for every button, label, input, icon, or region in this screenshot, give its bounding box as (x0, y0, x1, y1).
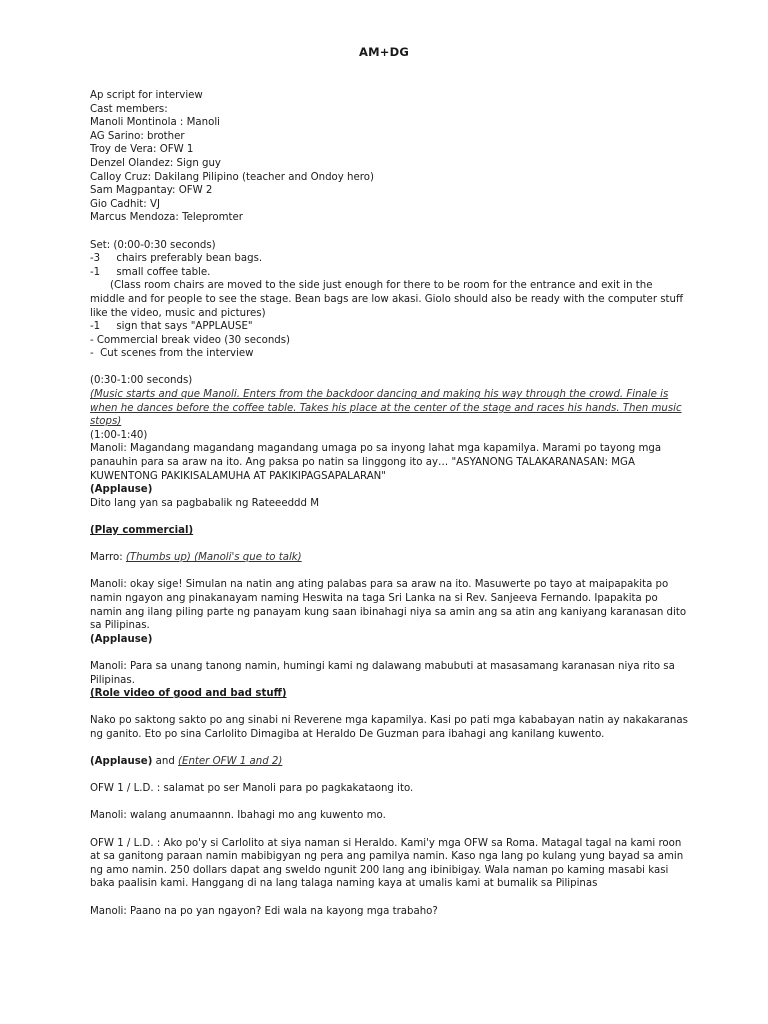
dialogue-manoli: Manoli: Magandang magandang magandang umaga po sa inyong lahat mga kapamilya. Marami po tayong mga panauhin para sa araw na ito. Ang paksa po natin sa linggong ito ay… "ASYANONG TALAKARANASAN: MGA KUWENTONG PAKIKISALAMUHA AT PAKIKIPAGSAPALARAN" (90, 443, 662, 482)
dialogue-manoli: Manoli: okay sige! Simulan na natin ang ating palabas para sa araw na ito. Masuwerte po tayo at maipapakita po namin ngayon ang pinakanayam naming Heswita na taga Sri Lanka na si Rev. Sanjeeva Fernando. Ipapakita po namin ang ilang piling parte ng panayam kung saan ibinahagi niya sa amin ang sa atin ang kaniyang karanasan dito sa Pilipinas. (90, 579, 687, 632)
timecode: (0:30-1:00 seconds) (90, 375, 193, 387)
marro-stage-direction: (Thumbs up) (Manoli's que to talk) (125, 552, 302, 564)
cast-member: Troy de Vera: OFW 1 (90, 144, 194, 156)
dialogue-line: Nako po saktong sakto po ang sinabi ni Reverene mga kapamilya. Kasi po pati mga kababayan natin ay nakakaranas ng ganito. Eto po sina Carlolito Dimagiba at Heraldo De Guzman para ibahagi ang kanilang kuwento. (90, 715, 688, 740)
applause-cue: (Applause) (90, 484, 153, 496)
applause-cue: (Applause) (90, 633, 153, 645)
cast-member: AG Sarino: brother (90, 130, 185, 142)
set-item: -1 sign that says "APPLAUSE" (90, 321, 253, 333)
dialogue-line: Dito lang yan sa pagbabalik ng Rateeeddd M (90, 497, 320, 509)
dialogue-marro: Marro: (Thumbs up) (Manoli's que to talk) (90, 552, 302, 564)
dialogue-ofw: OFW 1 / L.D. : Ako po'y si Carlolito at siya naman si Heraldo. Kami'y mga OFW sa Roma. Matagal tagal na kami roon at sa ganitong paraan namin mabibigyan ng pera ang pamilya namin. Kaso nga lang po kulang yung bayad sa amin ng amo namin. 250 dollars dapat ang sweldo ngunit 200 lang ang ibinibigay. Wala naman po kaming masabi kasi baka paalisin kami. Hanggang di na lang talaga naming kaya at umalis kami at bumalik sa Pilipinas (90, 837, 684, 890)
commercial-cue: (Play commercial) (90, 525, 194, 536)
script-heading: Ap script for interview (90, 90, 203, 101)
cast-member: Manoli Montinola : Manoli (90, 117, 220, 129)
document-title: AM+DG (359, 45, 409, 59)
dialogue-manoli: Manoli: walang anumaannn. Ibahagi mo ang kuwento mo. (90, 810, 386, 822)
applause-enter-cue: (Applause) and (Enter OFW 1 and 2) (90, 756, 283, 768)
timecode: (1:00-1:40) (90, 429, 148, 441)
set-note: (Class room chairs are moved to the side just enough for there to be room for the entrance and exit in the middle and for people to see the stage. Bean bags are low akasi. Giolo should also be ready with the computer stuff like the video, music and pictures) (90, 280, 684, 319)
set-item: - Commercial break video (30 seconds) (90, 334, 291, 346)
script-body (90, 89, 690, 918)
cast-member: Denzel Olandez: Sign guy (90, 157, 221, 169)
set-item: -1 small coffee table. (90, 266, 211, 278)
cast-member: Calloy Cruz: Dakilang Pilipino (teacher and Ondoy hero) (90, 171, 374, 183)
dialogue-ofw: OFW 1 / L.D. : salamat po ser Manoli para po pagkakataong ito. (90, 783, 414, 795)
set-item: - Cut scenes from the interview (90, 348, 254, 360)
cast-label: Cast members: (90, 103, 168, 115)
dialogue-manoli: Manoli: Para sa unang tanong namin, humingi kami ng dalawang mabubuti at masasamang karanasan niya rito sa Pilipinas. (90, 660, 675, 686)
set-heading: Set: (0:00-0:30 seconds) (90, 239, 216, 251)
dialogue-manoli: Manoli: Paano na po yan ngayon? Edi wala na kayong mga trabaho? (90, 905, 438, 917)
cast-member: Sam Magpantay: OFW 2 (90, 185, 213, 197)
stage-direction: (Music starts and que Manoli. Enters from the backdoor dancing and making his way through the crowd. Finale is when he dances before the coffee table. Takes his place at the center of the stage and races his hands. Then music stops) (90, 389, 682, 428)
cast-member: Marcus Mendoza: Telepromter (90, 212, 243, 224)
role-video-cue: (Role video of good and bad stuff) (90, 688, 287, 700)
set-item: -3 chairs preferably bean bags. (90, 253, 263, 265)
cast-member: Gio Cadhit: VJ (90, 198, 160, 210)
